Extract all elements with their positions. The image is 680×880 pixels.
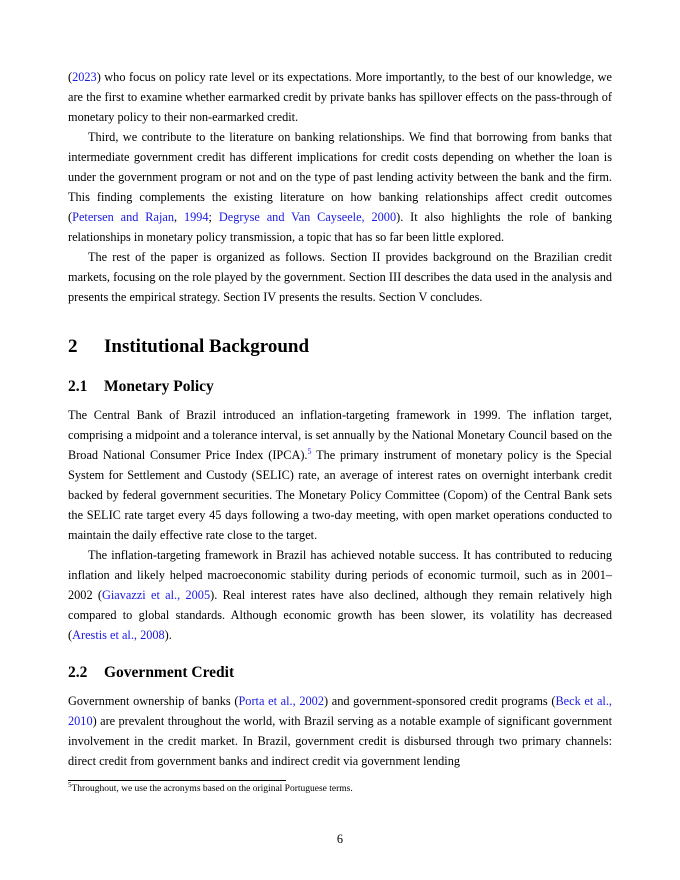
paper-page	[68, 67, 612, 771]
footnote: $^5$Throughout, we use the acronyms based on the original Portuguese terms.	[68, 780, 353, 794]
citation-degryse[interactable]: Degryse and Van Cayseele, 2000	[218, 210, 397, 224]
citation-giavazzi[interactable]: Giavazzi et al., 2005	[102, 588, 211, 602]
citation-2023[interactable]: 2023	[72, 70, 97, 84]
footnote-divider	[68, 780, 286, 781]
government-credit-paragraph-1: Government ownership of banks (Porta et al., 2002) and government-sponsored credit programs (Beck et al., 2010) are prevalent throughout the world, with Brazil serving as a notable example of significant government involvement in the credit market. In Brazil, government credit is disbursed through two primary channels: direct credit from government banks and indirect credit via government lending	[68, 694, 612, 768]
page-number: 6	[336, 832, 344, 846]
citation-petersen-rajan[interactable]: Petersen and Rajan	[72, 210, 174, 224]
subsection-heading-government-credit: 2.2 Government Credit	[68, 664, 235, 681]
citation-arestis[interactable]: Arestis et al., 2008	[72, 628, 165, 642]
citation-1994[interactable]: 1994	[183, 210, 209, 224]
intro-paragraph-2: Third, we contribute to the literature on banking relationships. We find that borrowing from banks that intermediate government credit has different implications for credit costs depending on whether the loan is under the government program or not and on the type of past lending activity between the bank and the firm. This finding complements the existing literature on how banking relationships affect credit outcomes (Petersen and Rajan, 1994; Degryse and Van Cayseele, 2000). It also highlights the role of banking relationships in monetary policy transmission, a topic that has so far been little explored.	[68, 130, 612, 244]
citation-beck[interactable]: Beck et al., 2010	[68, 694, 612, 728]
subsection-heading-monetary-policy: 2.1 Monetary Policy	[68, 378, 214, 395]
intro-paragraph-1: (2023) who focus on policy rate level or its expectations. More importantly, to the best of our knowledge, we are the first to examine whether earmarked credit by private banks has spillover effects on the pass-through of monetary policy to their non-earmarked credit.	[68, 70, 612, 124]
section-heading: 2 Institutional Background	[68, 336, 310, 357]
intro-paragraph-3: The rest of the paper is organized as follows. Section II provides background on the Brazilian credit markets, focusing on the role played by the government. Section III describes the data used in the analysis and presents the empirical strategy. Section IV presents the results. Section V concludes.	[68, 250, 612, 304]
citation-porta[interactable]: Porta et al., 2002	[238, 694, 324, 708]
monetary-paragraph-2: The inflation-targeting framework in Brazil has achieved notable success. It has contributed to reducing inflation and likely helped macroeconomic stability during periods of economic turmoil, such as in 2001–2002 (Giavazzi et al., 2005). Real interest rates have also declined, although they remain relatively high compared to global standards. Although economic growth has been slower, its volatility has decreased (Arestis et al., 2008).	[68, 548, 612, 642]
monetary-paragraph-1: The Central Bank of Brazil introduced an inflation-targeting framework in 1999. The inflation target, comprising a midpoint and a tolerance interval, is set annually by the National Monetary Council based on the Broad National Consumer Price Index (IPCA).$^5$ The primary instrument of monetary policy is the Special System for Settlement and Custody (SELIC) rate, an average of interest rates on overnight interbank credit backed by federal government securities. The Monetary Policy Committee (Copom) of the Central Bank sets the SELIC rate target every 45 days following a two-day meeting, with open market operations conducted to maintain the daily effective rate close to the target.	[68, 408, 612, 542]
footnote-marker[interactable]: 5	[307, 446, 312, 456]
